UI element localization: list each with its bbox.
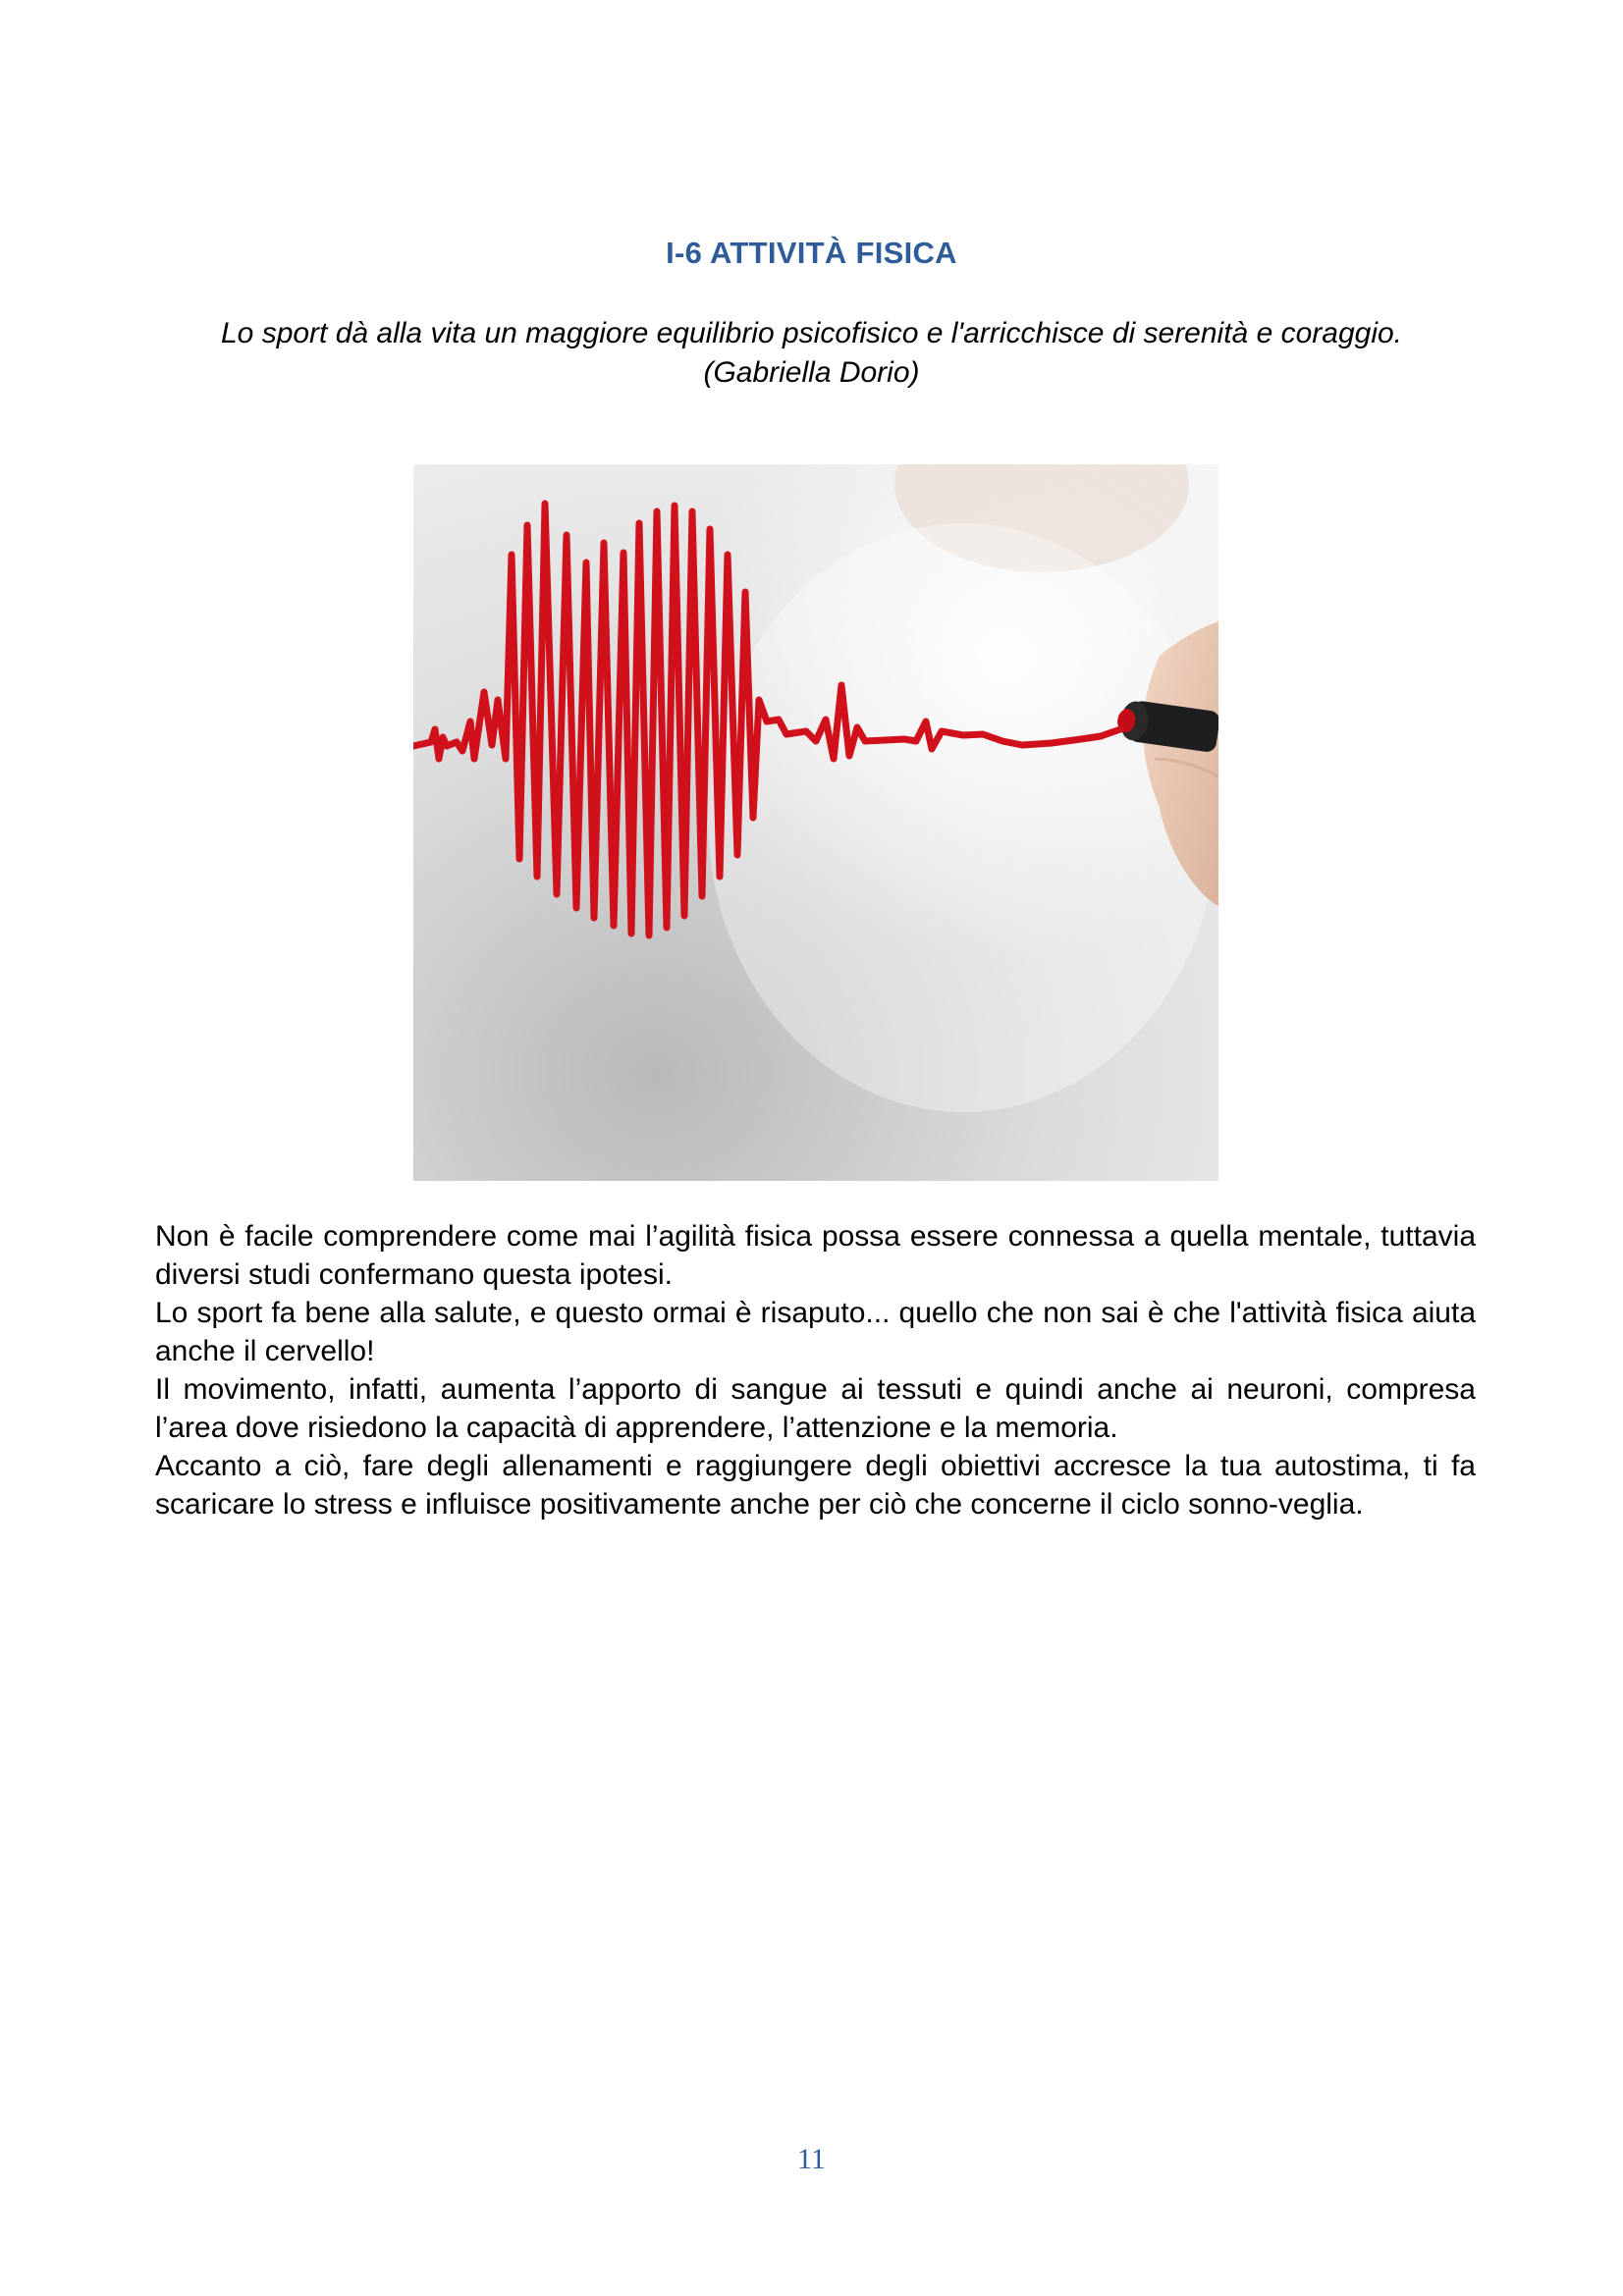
paragraph-4: Accanto a ciò, fare degli allenamenti e raggiungere degli obiettivi accresce la tua autostima, ti fa scaricare lo stress e influisce positivamente anche per ciò che concerne il ciclo sonno-veglia. <box>155 1450 1476 1521</box>
paragraph-1: Non è facile comprendere come mai l’agilità fisica possa essere connessa a quella mentale, tuttavia diversi studi confermano questa ipotesi. <box>155 1220 1476 1291</box>
heartbeat-heart-image <box>413 464 1218 1181</box>
quote-author: (Gabriella Dorio) <box>703 356 920 389</box>
epigraph-quote <box>147 314 1476 393</box>
body-text <box>155 1217 1476 1523</box>
paragraph-2: Lo sport fa bene alla salute, e questo ormai è risaputo... quello che non sai è che l'attività fisica aiuta anche il cervello! <box>155 1297 1476 1367</box>
page-number: 11 <box>797 2143 826 2175</box>
section-title: I-6 ATTIVITÀ FISICA <box>666 236 957 270</box>
quote-text: Lo sport dà alla vita un maggiore equilibrio psicofisico e l'arricchisce di serenità e coraggio. <box>220 317 1403 349</box>
paragraph-3: Il movimento, infatti, aumenta l’apporto di sangue ai tessuti e quindi anche ai neuroni, compresa l’area dove risiedono la capacità di apprendere, l’attenzione e la memoria. <box>155 1373 1476 1444</box>
